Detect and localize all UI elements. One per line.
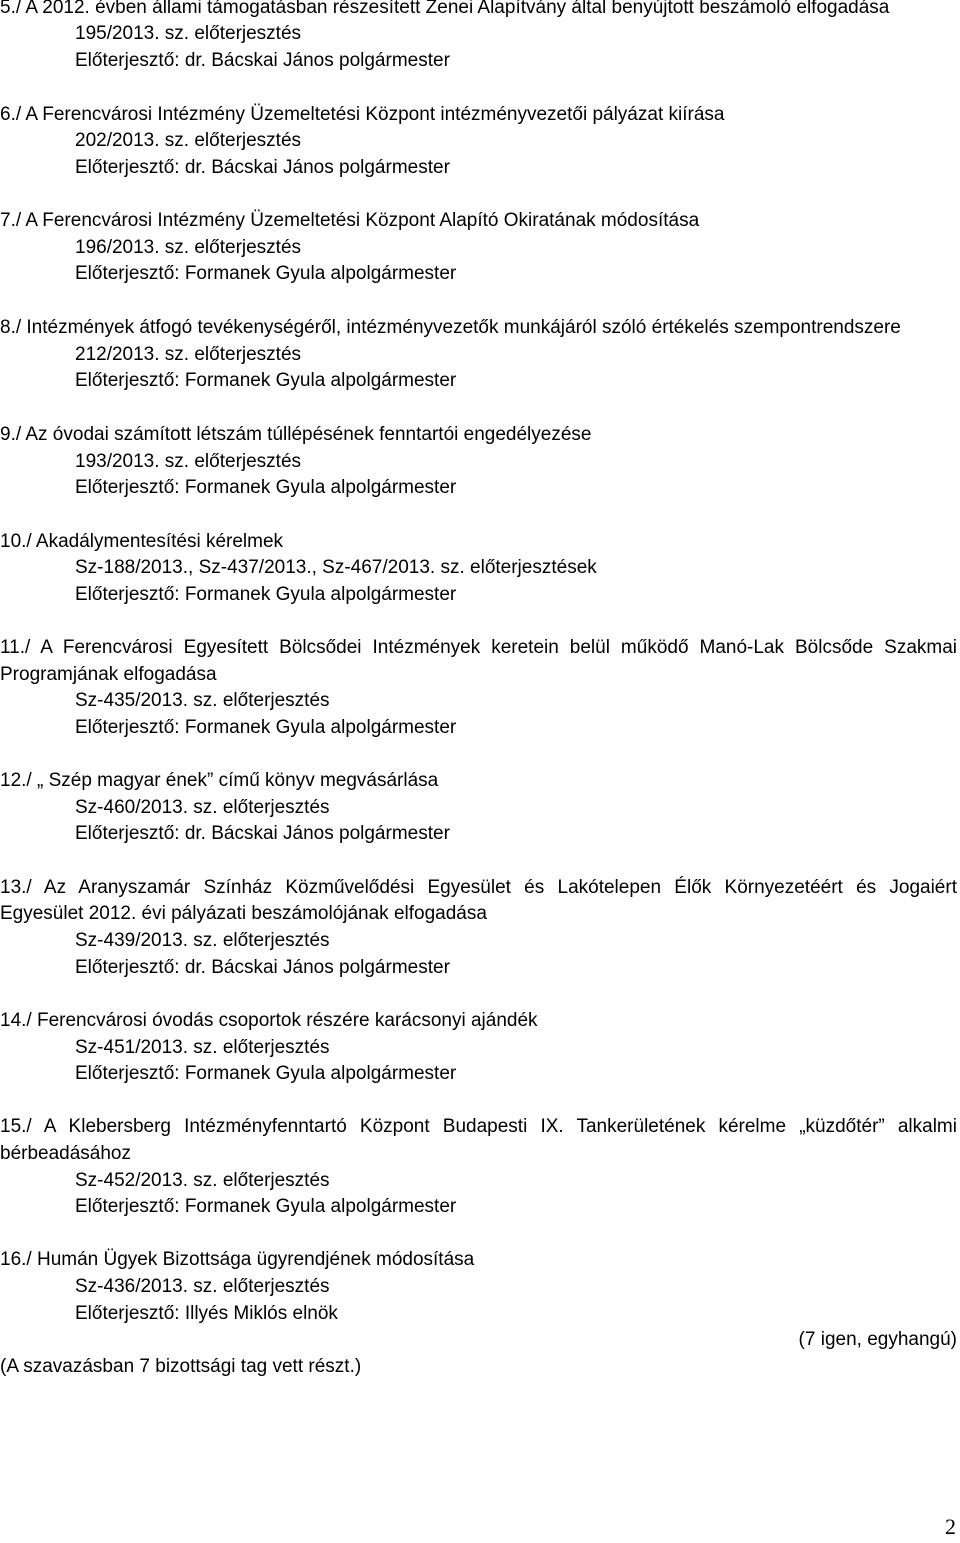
agenda-item-15-title-line-2: bérbeadásához bbox=[0, 1143, 131, 1164]
agenda-item-7-presenter: Előterjesztő: Formanek Gyula alpolgármester bbox=[75, 263, 457, 284]
page-number: 2 bbox=[945, 1514, 956, 1539]
agenda-item-11-ref: Sz-435/2013. sz. előterjesztés bbox=[75, 690, 330, 711]
agenda-item-6-presenter: Előterjesztő: dr. Bácskai János polgármester bbox=[75, 157, 450, 178]
agenda-item-9-title: 9./ Az óvodai számított létszám túllépésének fenntartói engedélyezése bbox=[0, 424, 592, 445]
vote-result: (7 igen, egyhangú) bbox=[798, 1329, 957, 1350]
agenda-item-14-ref: Sz-451/2013. sz. előterjesztés bbox=[75, 1037, 330, 1058]
agenda-item-5-ref: 195/2013. sz. előterjesztés bbox=[75, 23, 302, 44]
agenda-item-15-title-line-1: 15./ A Klebersberg Intézményfenntartó Központ Budapesti IX. Tankerületének kérelme „küzdőtér” alkalmi bbox=[0, 1116, 957, 1137]
agenda-item-16-title: 16./ Humán Ügyek Bizottsága ügyrendjének módosítása bbox=[0, 1249, 475, 1270]
agenda-item-14-presenter: Előterjesztő: Formanek Gyula alpolgármester bbox=[75, 1063, 457, 1084]
attendance-note: (A szavazásban 7 bizottsági tag vett részt.) bbox=[0, 1356, 362, 1377]
agenda-item-10-presenter: Előterjesztő: Formanek Gyula alpolgármester bbox=[75, 584, 457, 605]
agenda-item-5-title: 5./ A 2012. évben állami támogatásban részesített Zenei Alapítvány által benyújtott beszámoló elfogadása bbox=[0, 0, 890, 18]
agenda-item-9-ref: 193/2013. sz. előterjesztés bbox=[75, 451, 302, 472]
agenda-item-10-ref: Sz-188/2013., Sz-437/2013., Sz-467/2013. sz. előterjesztések bbox=[75, 557, 597, 578]
agenda-item-13-presenter: Előterjesztő: dr. Bácskai János polgármester bbox=[75, 957, 450, 978]
agenda-item-16-presenter: Előterjesztő: Illyés Miklós elnök bbox=[75, 1303, 338, 1324]
agenda-item-6-title: 6./ A Ferencvárosi Intézmény Üzemeltetési Központ intézményvezetői pályázat kiírása bbox=[0, 104, 725, 125]
agenda-item-7-ref: 196/2013. sz. előterjesztés bbox=[75, 237, 302, 258]
agenda-item-13-title-line-1: 13./ Az Aranyszamár Színház Közművelődési Egyesület és Lakótelepen Élők Környezetéért és Jogaiért bbox=[0, 877, 957, 898]
agenda-item-9-presenter: Előterjesztő: Formanek Gyula alpolgármester bbox=[75, 477, 457, 498]
agenda-item-14-title: 14./ Ferencvárosi óvodás csoportok részére karácsonyi ajándék bbox=[0, 1010, 538, 1031]
agenda-item-8-title: 8./ Intézmények átfogó tevékenységéről, intézményvezetők munkájáról szóló értékelés szempontrendszere bbox=[0, 317, 901, 338]
agenda-item-8-presenter: Előterjesztő: Formanek Gyula alpolgármester bbox=[75, 370, 457, 391]
agenda-item-12-ref: Sz-460/2013. sz. előterjesztés bbox=[75, 797, 330, 818]
agenda-item-12-presenter: Előterjesztő: dr. Bácskai János polgármester bbox=[75, 823, 450, 844]
agenda-item-5-presenter: Előterjesztő: dr. Bácskai János polgármester bbox=[75, 50, 450, 71]
agenda-item-16-ref: Sz-436/2013. sz. előterjesztés bbox=[75, 1276, 330, 1297]
agenda-item-11-title-line-1: 11./ A Ferencvárosi Egyesített Bölcsődei Intézmények keretein belül működő Manó-Lak Bölcsőde Szakmai bbox=[0, 637, 957, 658]
agenda-item-11-presenter: Előterjesztő: Formanek Gyula alpolgármester bbox=[75, 717, 457, 738]
agenda-item-15-ref: Sz-452/2013. sz. előterjesztés bbox=[75, 1170, 330, 1191]
agenda-item-11-title-line-2: Programjának elfogadása bbox=[0, 664, 217, 685]
agenda-item-8-ref: 212/2013. sz. előterjesztés bbox=[75, 344, 302, 365]
agenda-item-12-title: 12./ „ Szép magyar ének” című könyv megvásárlása bbox=[0, 770, 439, 791]
agenda-item-7-title: 7./ A Ferencvárosi Intézmény Üzemeltetési Központ Alapító Okiratának módosítása bbox=[0, 210, 700, 231]
agenda-item-6-ref: 202/2013. sz. előterjesztés bbox=[75, 130, 302, 151]
agenda-item-10-title: 10./ Akadálymentesítési kérelmek bbox=[0, 531, 284, 552]
agenda-item-15-presenter: Előterjesztő: Formanek Gyula alpolgármester bbox=[75, 1196, 457, 1217]
agenda-item-13-title-line-2: Egyesület 2012. évi pályázati beszámolójának elfogadása bbox=[0, 903, 487, 924]
agenda-item-13-ref: Sz-439/2013. sz. előterjesztés bbox=[75, 930, 330, 951]
